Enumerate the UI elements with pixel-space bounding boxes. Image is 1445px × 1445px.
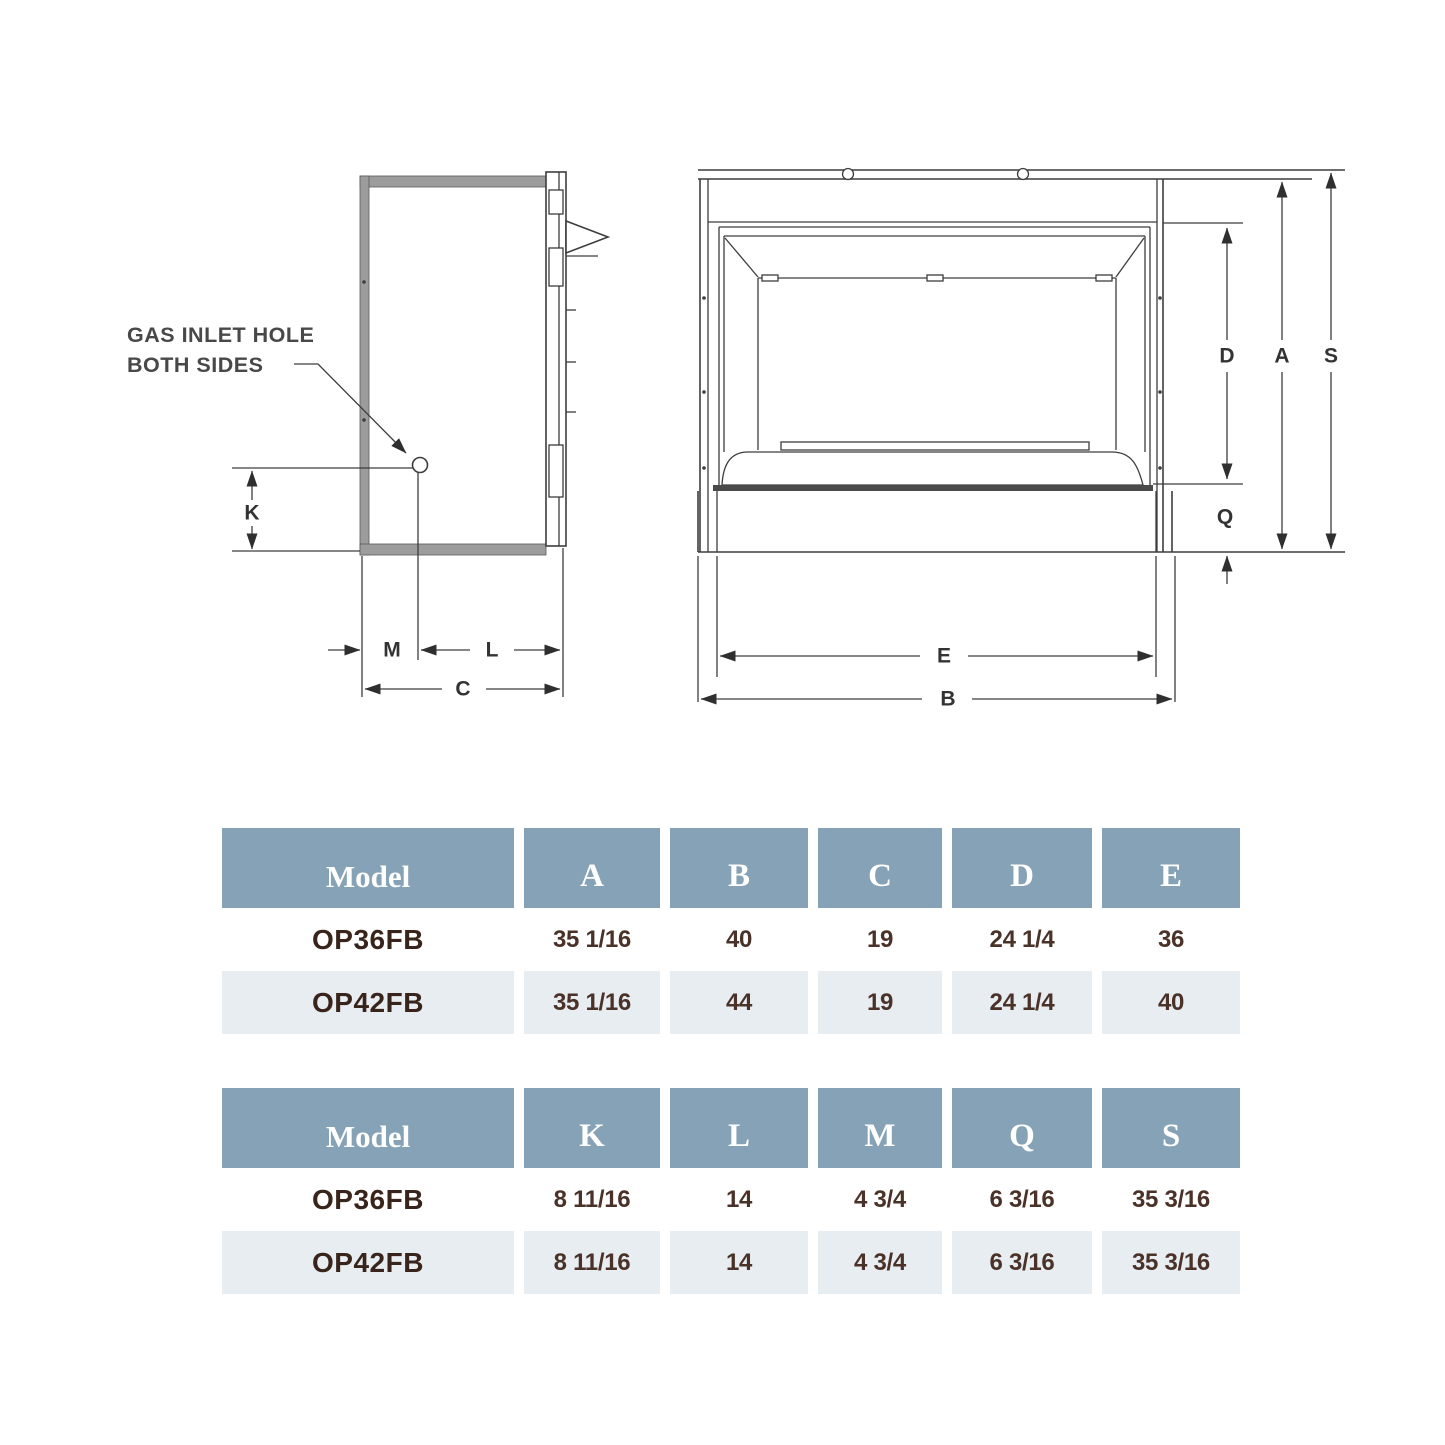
value-cell: 6 3/16 [989,1185,1055,1213]
header-cell: Q [952,1088,1092,1168]
mounting-hole [843,169,854,180]
value-cell: 4 3/4 [818,1231,942,1294]
value-cell: 24 1/4 [952,971,1092,1034]
header-cell: M [818,1088,942,1168]
value-cell: 8 11/16 [524,1231,660,1294]
hearth-edge [713,485,1153,491]
dim-label-q: Q [1216,505,1234,529]
value-cell: 44 [670,971,808,1034]
table-row [222,971,1240,1034]
gas-inlet-hole [413,458,428,473]
header-cell: Model [222,1088,514,1168]
dim-label-k: K [244,501,260,525]
header-cell: A [524,828,660,908]
model-cell: OP42FB [222,1231,514,1294]
value-cell: 4 3/4 [854,1185,906,1213]
side-top-wall [360,176,546,187]
clip [762,275,778,281]
table-header-row [222,1088,1240,1168]
burner-lip [781,442,1089,450]
value-cell: 8 11/16 [553,1185,631,1213]
value-cell: 35 1/16 [524,971,660,1034]
dim-label-e: E [936,644,952,668]
value-cell: 36 [1157,925,1185,953]
dimension-table-k-s [222,1088,1240,1294]
value-cell: 19 [866,925,894,953]
side-view-diagram [127,172,608,701]
value-cell: 40 [725,925,753,953]
table-row [222,908,1240,971]
value-cell: 19 [818,971,942,1034]
hinge-bracket [549,190,563,214]
header-cell: S [1102,1088,1240,1168]
value-cell: 35 3/16 [1102,1231,1240,1294]
gas-inlet-label-line2: BOTH SIDES [127,353,264,377]
hinge-bracket [549,248,563,286]
model-cell: OP36FB [312,923,424,955]
dim-label-d: D [1219,344,1235,368]
front-view-diagram [698,169,1345,711]
dim-label-m: M [383,638,401,662]
value-cell: 6 3/16 [952,1231,1092,1294]
header-cell: K [524,1088,660,1168]
dim-label-b: B [940,687,956,711]
burner-platform [722,452,1143,485]
value-cell: 35 3/16 [1132,1185,1210,1213]
model-cell: OP36FB [312,1183,424,1215]
value-cell: 24 1/4 [989,925,1055,953]
header-cell: D [952,828,1092,908]
header-cell: C [818,828,942,908]
side-bottom-wall [360,544,546,555]
table-header-row [222,828,1240,908]
dimension-table-a-e [222,828,1240,1034]
mounting-hole [1018,169,1029,180]
dim-label-l: L [485,638,499,662]
gas-inlet-leader [294,364,406,453]
gas-inlet-label-line1: GAS INLET HOLE [127,323,315,347]
table-row [222,1231,1240,1294]
clip [1096,275,1112,281]
value-cell: 40 [1102,971,1240,1034]
value-cell: 35 1/16 [553,925,631,953]
hinge-bracket [549,445,563,497]
header-cell: L [670,1088,808,1168]
model-cell: OP42FB [222,971,514,1034]
dim-label-a: A [1274,344,1290,368]
value-cell: 14 [670,1231,808,1294]
side-left-wall [360,176,369,555]
header-cell: E [1102,828,1240,908]
value-cell: 14 [725,1185,753,1213]
clip [927,275,943,281]
latch-pointer [566,221,608,253]
table-row [222,1168,1240,1231]
header-cell: B [670,828,808,908]
dim-label-s: S [1323,344,1339,368]
header-cell: Model [222,828,514,908]
dim-label-c: C [455,677,471,701]
